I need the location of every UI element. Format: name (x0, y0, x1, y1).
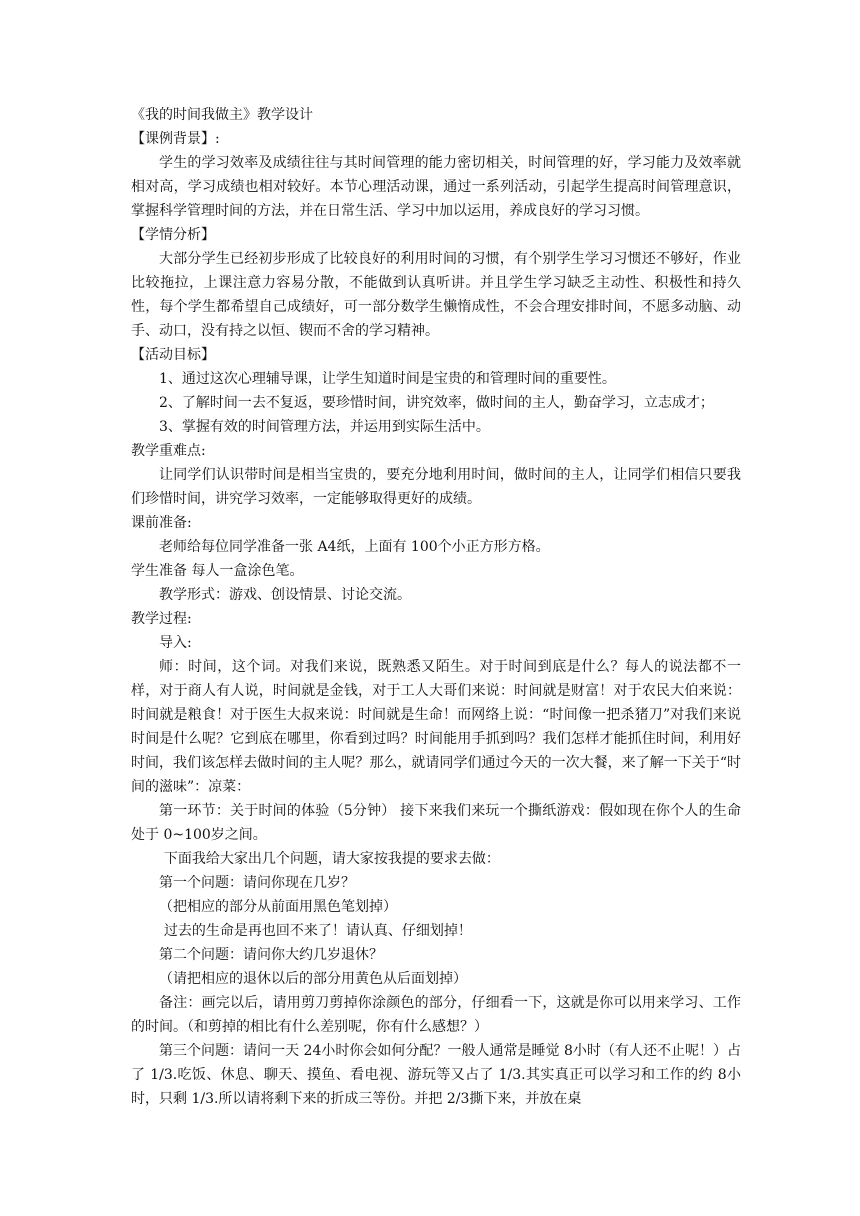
paragraph-key-points: 让同学们认识带时间是相当宝贵的，要充分地利用时间，做时间的主人，让同学们相信只要我们珍惜时间，讲究学习效率，一定能够取得更好的成绩。 (131, 467, 741, 507)
paragraph-teacher-prep: 老师给每位同学准备一张 A4纸，上面有 100个小正方形方格。 (159, 539, 550, 555)
section-heading-background: 【课例背景】: (131, 131, 220, 147)
section-heading-goals: 【活动目标】 (131, 347, 215, 363)
intro-paragraph: 师：时间，这个词。对我们来说，既熟悉又陌生。对于时间到底是什么？每人的说法都不一样，对于商人有人说，时间就是金钱，对于工人大哥们来说：时间就是财富！对于农民大伯来说：时间就是粮食！对于医生大叔来说：时间就是生命！而网络上说：“时间像一把杀猪刀”对我们来说时间是什么呢？它到底在哪里，你看到过吗？时间能用手抓到吗？我们怎样才能抓住时间，利用好时间，我们该怎样去做时间的主人呢？那么，就请同学们通过今天的一次大餐，来了解一下关于“时间的滋味”：凉菜： (131, 659, 741, 795)
paragraph-analysis: 大部分学生已经初步形成了比较良好的利用时间的习惯，有个别学生学习习惯还不够好，作业比较拖拉，上课注意力容易分散，不能做到认真听讲。并且学生学习缺乏主动性、积极性和持久性，每个学生都希望自己成绩好，可一部分数学生懒惰成性，不会合理安排时间，不愿多动脑、动手、动口，没有持之以恒、锲而不舍的学习精神。 (131, 251, 741, 339)
document-title: 《我的时间我做主》教学设计 (131, 107, 313, 123)
question-1-note: （把相应的部分从前面用黑色笔划掉） (159, 899, 397, 915)
section-heading-analysis: 【学情分析】 (131, 227, 215, 243)
question-3: 第三个问题：请问一天 24小时你会如何分配？一般人通常是睡觉 8小时（有人还不止呢！）占了 1/3.吃饭、休息、聊天、摸鱼、看电视、游玩等又占了 1/3.其实真正可以学习和工作的约 8小时，只剩 1/3.所以请将剩下来的折成三等份。并把 2/3撕下来，并放在桌 (131, 1043, 741, 1107)
goal-item-3: 3、掌握有效的时间管理方法，并运用到实际生活中。 (159, 419, 490, 435)
section-heading-preparation: 课前准备: (131, 515, 192, 531)
question-2-note: （请把相应的退休以后的部分用黄色从后面划掉） (159, 971, 467, 987)
goal-item-1: 1、通过这次心理辅导课，让学生知道时间是宝贵的和管理时间的重要性。 (159, 371, 616, 387)
goal-item-2: 2、了解时间一去不复返，要珍惜时间，讲究效率，做时间的主人，勤奋学习，立志成才； (159, 395, 714, 411)
remark-paragraph: 备注：画完以后，请用剪刀剪掉你涂颜色的部分，仔细看一下，这就是你可以用来学习、工作的时间。（和剪掉的相比有什么差别呢，你有什么感想？） (131, 995, 741, 1035)
question-2: 第二个问题：请问你大约几岁退休？ (159, 947, 383, 963)
step1-paragraph: 第一环节：关于时间的体验（5分钟） 接下来我们来玩一个撕纸游戏：假如现在你个人的生命处于 0~100岁之间。 (131, 803, 741, 843)
paragraph-background: 学生的学习效率及成绩往往与其时间管理的能力密切相关，时间管理的好，学习能力及效率就相对高，学习成绩也相对较好。本节心理活动课，通过一系列活动，引起学生提高时间管理意识，掌握科学管理时间的方法，并在日常生活、学习中加以运用，养成良好的学习习惯。 (131, 155, 741, 219)
question-1-remark: 过去的生命是再也回不来了！请认真、仔细划掉！ (163, 923, 472, 939)
student-prep: 学生准备 每人一盒涂色笔。 (131, 563, 304, 579)
process-heading: 教学过程: (131, 611, 192, 627)
question-1: 第一个问题：请问你现在几岁？ (159, 875, 355, 891)
intro-label: 导入: (159, 635, 192, 651)
step1-lead: 下面我给大家出几个问题，请大家按我提的要求去做： (163, 851, 500, 867)
teaching-form: 教学形式：游戏、创设情景、讨论交流。 (159, 587, 411, 603)
section-heading-key-points: 教学重难点: (131, 443, 206, 459)
document-page (131, 103, 741, 1111)
